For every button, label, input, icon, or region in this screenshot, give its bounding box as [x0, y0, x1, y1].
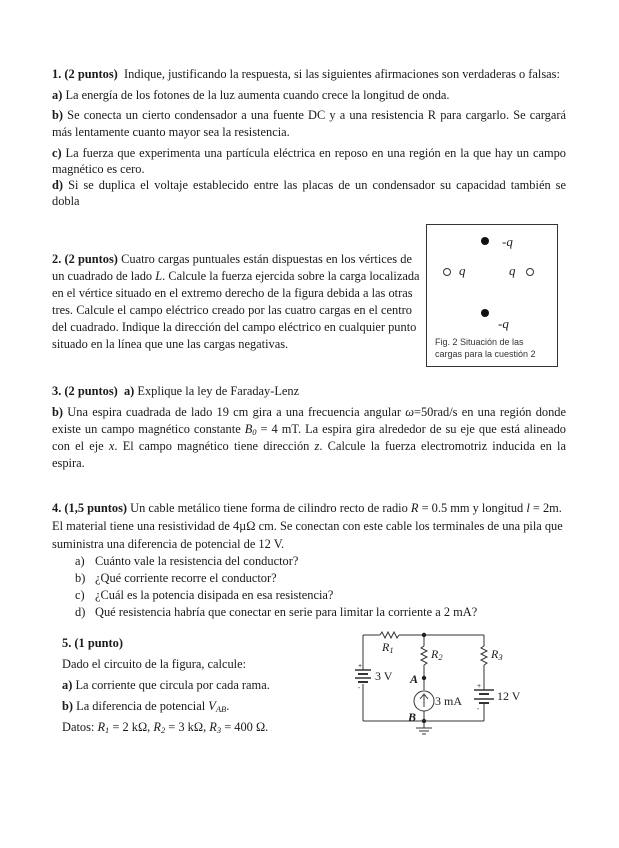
figure-2-caption-line1: Fig. 2 Situación de las: [435, 337, 524, 347]
positive-charge-right-icon: [526, 268, 534, 276]
q1-number: 1.: [52, 67, 62, 81]
svg-text:-: -: [358, 685, 361, 692]
negative-charge-bottom-icon: [481, 309, 489, 317]
q2-line1: 2. (2 puntos) Cuatro cargas puntuales están dispuestas en los vértices de: [52, 252, 412, 266]
q3-header: 3. (2 puntos) a) Explique la ley de Faraday-Lenz: [52, 384, 300, 398]
circuit-label-r2: $R_2$: [431, 647, 443, 662]
q5-item-b: b) La diferencia de potencial $V_{AB}$.: [62, 699, 230, 714]
charge-label-right: q: [509, 263, 516, 278]
circuit-label-r3: $R_3$: [491, 647, 503, 662]
q5-item-a: a) La corriente que circula por cada rama.: [62, 678, 270, 692]
q1-header: [52, 66, 560, 82]
q1-item-d-line2: dobla: [52, 194, 80, 208]
negative-charge-top-icon: [481, 237, 489, 245]
q4-line3: suministra una diferencia de potencial de 12 V.: [52, 537, 285, 551]
q1-item-c-line2: magnético es cero.: [52, 162, 145, 176]
q2-line4: tres. Calcule el campo eléctrico creado por las cuatro cargas en el centro: [52, 303, 412, 317]
q1-item-d-line1: d) Si se duplica el voltaje establecido entre las placas de un condensador su capacidad también se: [52, 178, 566, 192]
figure-2-caption-line2: cargas para la cuestión 2: [435, 349, 536, 359]
circuit-schematic-icon: [340, 620, 520, 750]
svg-text:-: -: [477, 706, 480, 713]
q4-item-c: c) ¿Cuál es la potencia disipada en esa resistencia?: [75, 588, 334, 602]
q5-intro: Dado el circuito de la figura, calcule:: [62, 657, 247, 671]
circuit-label-r1: $R_1$: [382, 640, 394, 655]
circuit-label-v1: 3 V: [375, 669, 393, 683]
q3-b-line1: b) Una espira cuadrada de lado 19 cm gira a una frecuencia angular ω=50rad/s en una región donde: [52, 405, 567, 419]
q3-b-line3: con el eje x. El campo magnético tiene dirección z. Calcule la fuerza electromotriz inducida en la: [52, 439, 566, 453]
circuit-diagram: [340, 620, 520, 750]
q4-item-a: a) Cuánto vale la resistencia del conductor?: [75, 554, 299, 568]
q5-header: 5. (1 punto): [62, 636, 123, 650]
q2-line6: situado en la línea que une las cargas negativas.: [52, 337, 289, 351]
q4-item-d: d) Qué resistencia habría que conectar en serie para limitar la corriente a 2 mA?: [75, 605, 478, 619]
charge-label-bottom: -q: [498, 316, 509, 331]
q4-line1: 4. (1,5 puntos) Un cable metálico tiene forma de cilindro recto de radio R = 0.5 mm y longitud l = 2m.: [52, 501, 562, 515]
q1-item-a: a) La energía de los fotones de la luz aumenta cuando crece la longitud de onda.: [52, 88, 450, 102]
figure-2-charges: [426, 224, 558, 367]
q4-item-b: b) ¿Qué corriente recorre el conductor?: [75, 571, 277, 585]
q2-line3: en el vértice situado en el extremo derecho de la figura debida a las otras: [52, 286, 413, 300]
svg-text:+: +: [477, 683, 482, 690]
q2-line2: un cuadrado de lado L. Calcule la fuerza ejercida sobre la carga localizada: [52, 269, 420, 283]
q5-datos: Datos: $R_1 = 2$ kΩ, $R_2 = 3$ kΩ, $R_3 = 400$ Ω.: [62, 720, 269, 735]
q1-points: (2 puntos): [64, 67, 118, 81]
q1-item-b-line1: b) Se conecta un cierto condensador a una fuente DC y a una resistencia R para cargarlo. Se cargará: [52, 108, 566, 122]
q1-item-c-line1: c) La fuerza que experimenta una partícula eléctrica en reposo en una región en la que hay un campo: [52, 146, 566, 160]
positive-charge-left-icon: [443, 268, 451, 276]
q3-b-line2: existe un campo magnético constante $B_0 = 4$ mT. La espira gira alrededor de su eje que está alineado: [52, 422, 566, 437]
q3-b-line4: espira.: [52, 456, 85, 470]
q1-item-b-line2: más lentamente cuanto mayor sea la resistencia.: [52, 125, 290, 139]
charge-label-top: -q: [502, 234, 513, 249]
circuit-label-current: 3 mA: [435, 694, 462, 708]
circuit-node-b: B: [408, 710, 417, 724]
q4-line2: El material tiene una resistividad de 4µΩ cm. Se conectan con este cable los terminales de una pila que: [52, 519, 563, 533]
svg-text:+: +: [358, 663, 363, 670]
circuit-label-v2: 12 V: [497, 689, 521, 703]
q1-intro: Indique, justificando la respuesta, si las siguientes afirmaciones son verdaderas o falsas:: [123, 67, 560, 81]
circuit-node-a: A: [410, 672, 419, 686]
charge-label-left: q: [459, 263, 466, 278]
q2-line5: del cuadrado. Indique la dirección del campo eléctrico en cualquier punto: [52, 320, 417, 334]
